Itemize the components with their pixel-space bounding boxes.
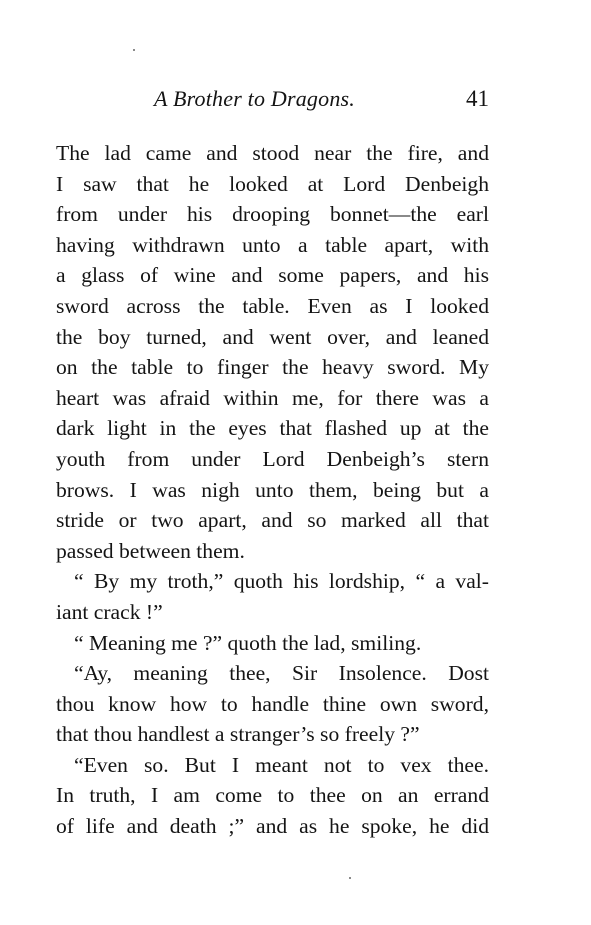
text-line: I saw that he looked at Lord Denbeigh	[56, 171, 489, 196]
running-title: A Brother to Dragons.	[154, 86, 355, 111]
text-line: In truth, I am come to thee on an errand	[56, 783, 489, 808]
body-text	[56, 138, 489, 842]
text-line: on the table to finger the heavy sword. My	[56, 355, 489, 380]
page-header	[56, 86, 489, 116]
text-line: “ Meaning me ?” quoth the lad, smiling.	[74, 630, 422, 655]
text-line: the boy turned, and went over, and leaned	[56, 324, 489, 349]
text-line: dark light in the eyes that flashed up at the	[56, 416, 489, 441]
text-line: “Even so. But I meant not to vex thee.	[74, 752, 489, 777]
text-line: of life and death ;” and as he spoke, he did	[56, 814, 489, 839]
text-line: that thou handlest a stranger’s so freely ?”	[56, 722, 420, 747]
text-line: sword across the table. Even as I looked	[56, 293, 489, 318]
text-line: The lad came and stood near the fire, and	[56, 141, 489, 165]
text-line: youth from under Lord Denbeigh’s stern	[56, 446, 489, 471]
ink-speck-top	[133, 49, 135, 51]
text-line: “Ay, meaning thee, Sir Insolence. Dost	[74, 661, 489, 686]
page-number: 41	[466, 86, 489, 111]
text-line: stride or two apart, and so marked all that	[56, 508, 489, 533]
text-line: heart was afraid within me, for there was a	[56, 385, 489, 410]
text-line: passed between them.	[56, 538, 245, 563]
text-line: from under his drooping bonnet—the earl	[56, 202, 489, 227]
text-line: “ By my troth,” quoth his lordship, “ a val-	[74, 569, 489, 594]
text-line: having withdrawn unto a table apart, with	[56, 232, 489, 257]
text-line: iant crack !”	[56, 599, 163, 624]
text-line: thou know how to handle thine own sword,	[56, 691, 489, 716]
text-line: a glass of wine and some papers, and his	[56, 263, 489, 288]
text-line: brows. I was nigh unto them, being but a	[56, 477, 489, 502]
ink-speck-bottom	[349, 877, 351, 879]
